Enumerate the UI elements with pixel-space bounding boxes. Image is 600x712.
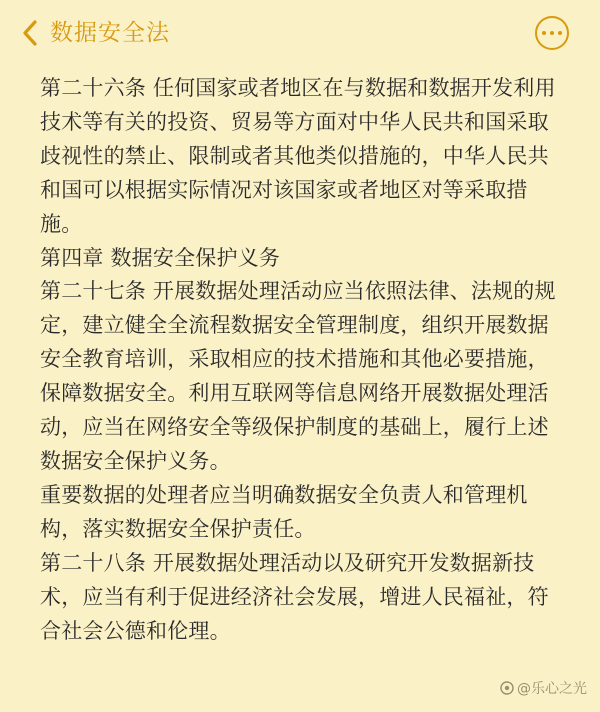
chevron-left-icon bbox=[22, 20, 38, 46]
back-button[interactable] bbox=[16, 17, 44, 49]
more-horizontal-icon bbox=[542, 31, 546, 35]
top-bar bbox=[0, 0, 600, 66]
article-body bbox=[40, 72, 568, 648]
more-horizontal-icon bbox=[558, 31, 562, 35]
article-paragraph: 重要数据的处理者应当明确数据安全负责人和管理机构，落实数据安全保护责任。 bbox=[40, 482, 528, 541]
more-horizontal-icon bbox=[550, 31, 554, 35]
chapter-heading: 第四章 数据安全保护义务 bbox=[40, 245, 281, 270]
page-title: 数据安全法 bbox=[50, 20, 170, 46]
author-watermark bbox=[500, 677, 587, 699]
article-paragraph: 第二十六条 任何国家或者地区在与数据和数据开发利用技术等有关的投资、贸易等方面对中华人民共和国采取歧视性的禁止、限制或者其他类似措施的，中华人民共和国可以根据实际情况对该国家或者地区对等采取措施。 bbox=[40, 76, 556, 236]
article-paragraph: 第二十七条 开展数据处理活动应当依照法律、法规的规定，建立健全全流程数据安全管理制度，组织开展数据安全教育培训，采取相应的技术措施和其他必要措施，保障数据安全。利用互联网等信息网络开展数据处理活动，应当在网络安全等级保护制度的基础上，履行上述数据安全保护义务。 bbox=[40, 279, 556, 473]
article-paragraph: 第二十八条 开展数据处理活动以及研究开发数据新技术，应当有利于促进经济社会发展，增进人民福祉，符合社会公德和伦理。 bbox=[40, 550, 549, 643]
watermark-text: @乐心之光 bbox=[517, 681, 587, 697]
author-logo-icon bbox=[500, 681, 514, 695]
more-button[interactable] bbox=[535, 16, 569, 50]
